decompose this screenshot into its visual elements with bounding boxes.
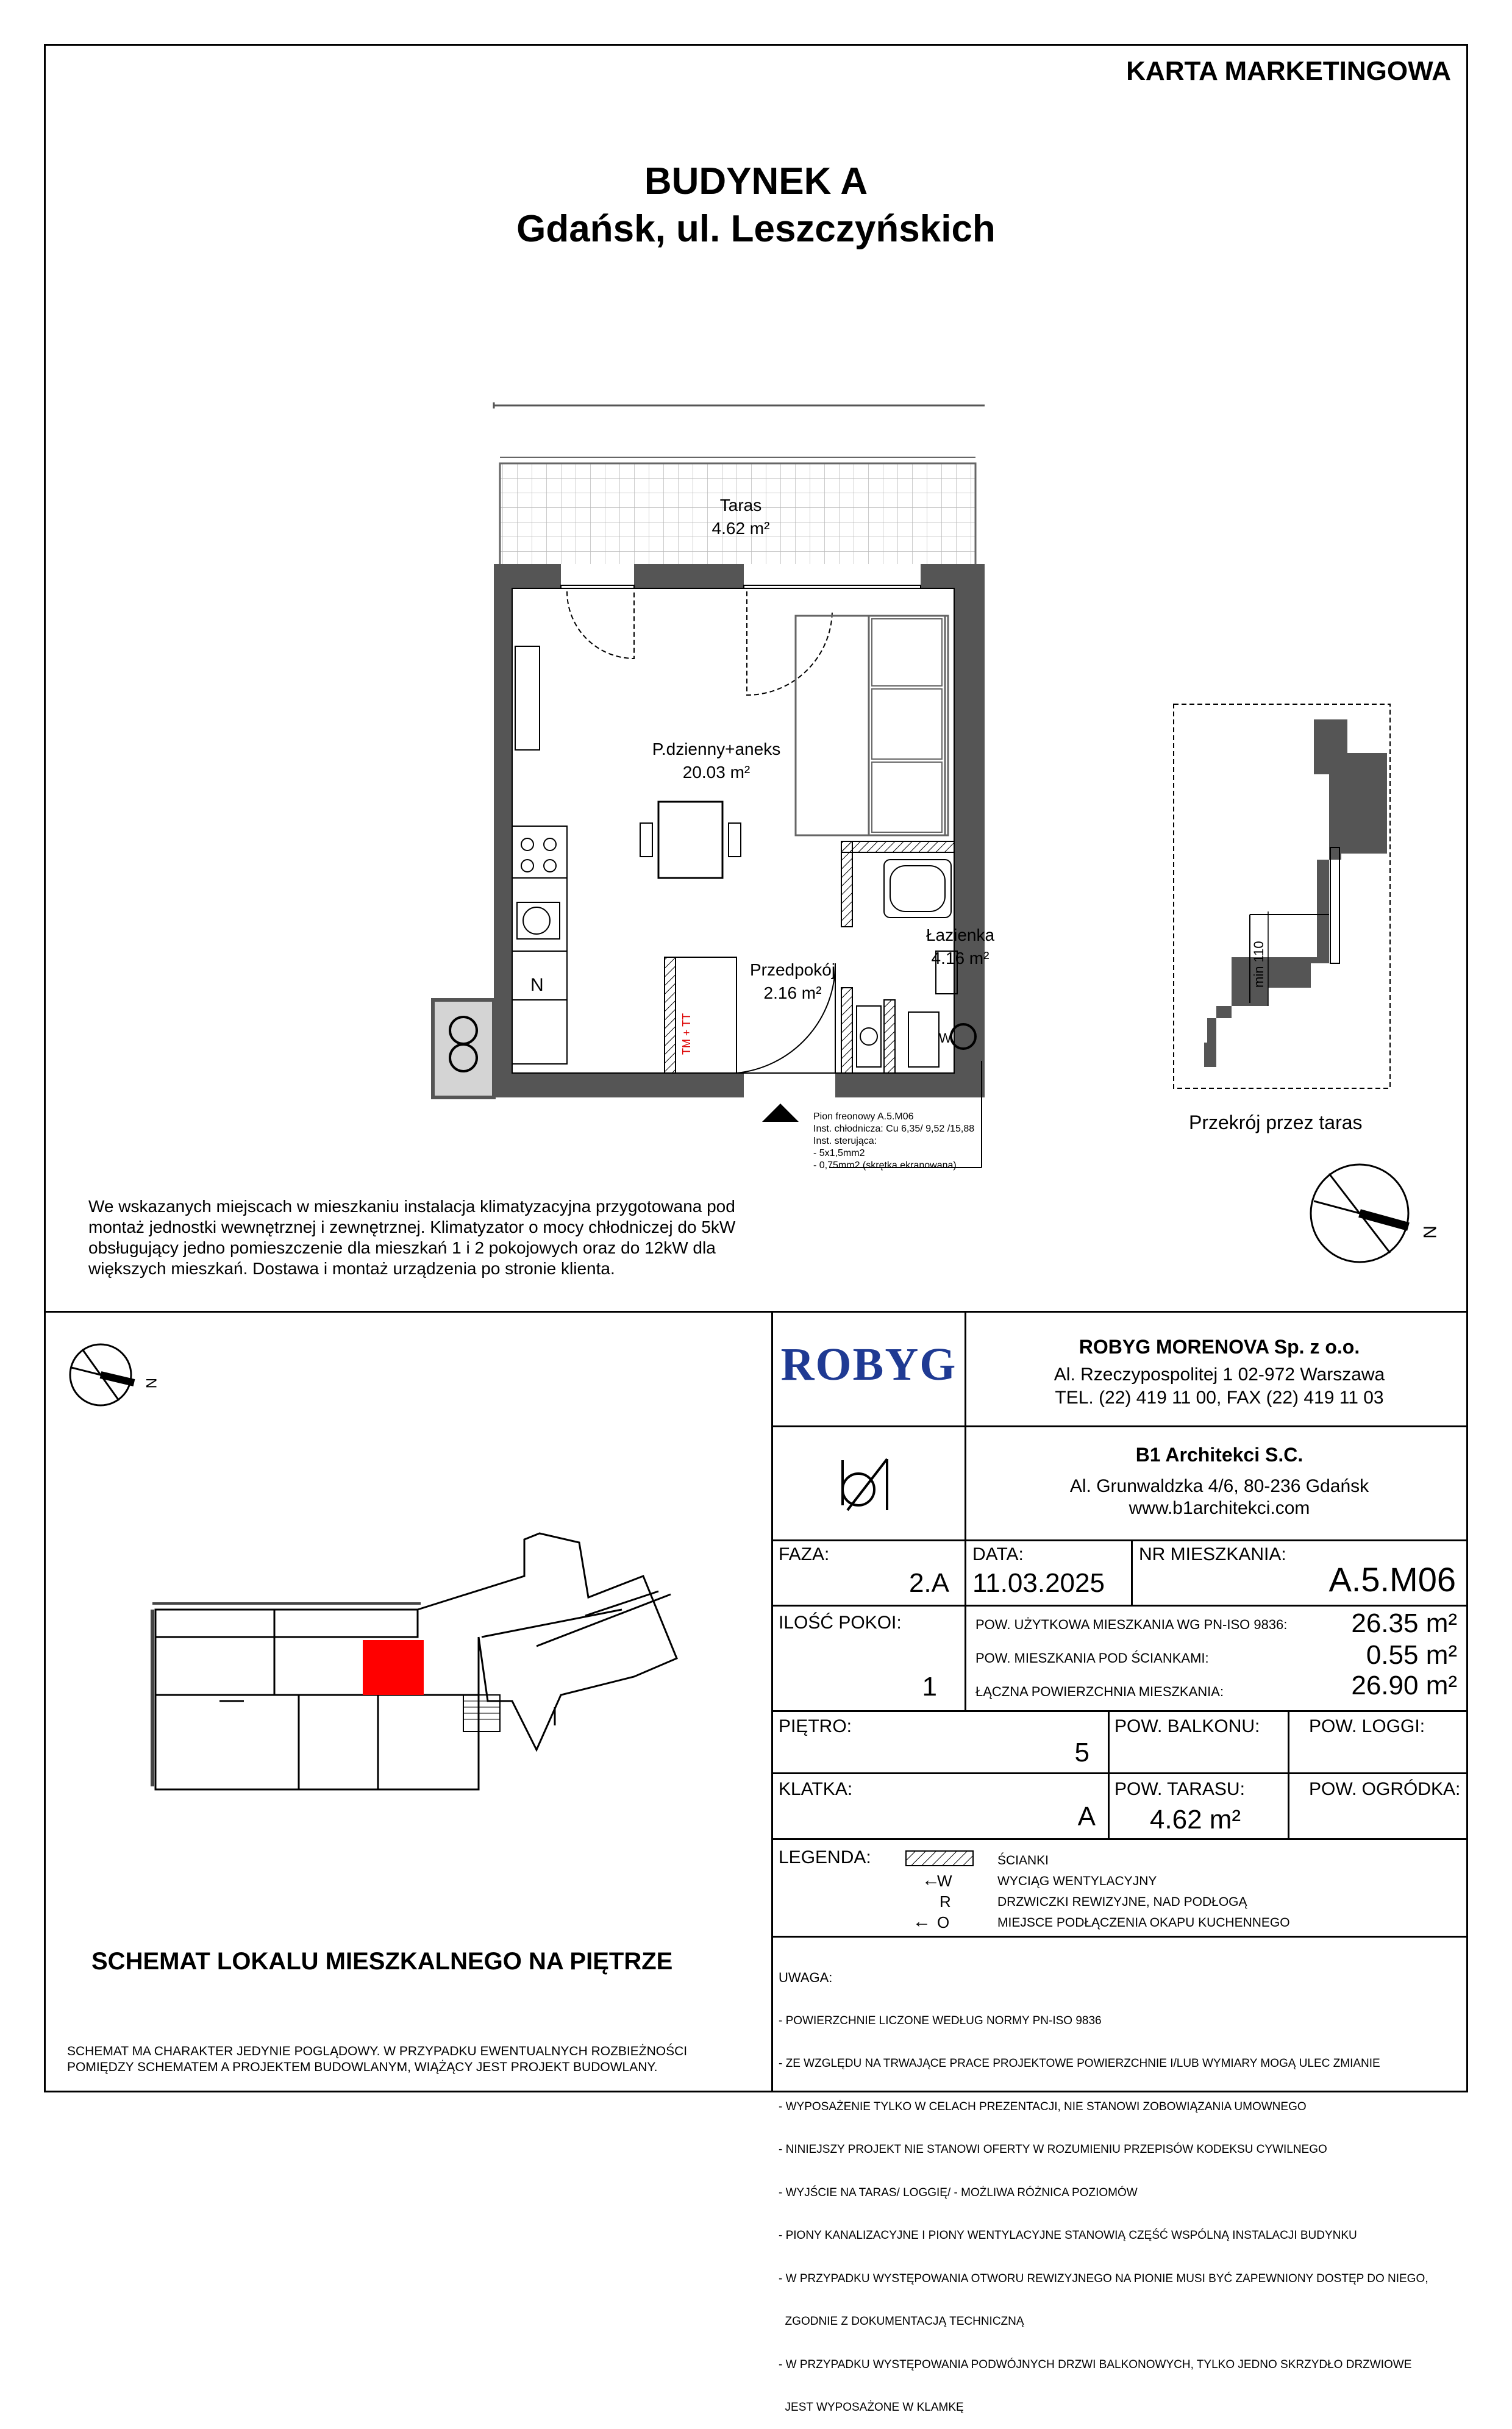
balkon-label: POW. BALKONU: xyxy=(1114,1716,1260,1736)
compass-icon xyxy=(1302,1158,1448,1274)
room-bathroom: Łazienka 4.16 m² xyxy=(925,926,995,968)
section-divider xyxy=(44,1311,1468,1313)
hatch-symbol-icon xyxy=(905,1850,974,1866)
faza-label: FAZA: xyxy=(779,1544,830,1564)
legend-w-arrow-icon: ← xyxy=(922,1870,940,1890)
pow-scianki-value: 0.55 m² xyxy=(1366,1640,1457,1670)
room-taras: Taras 4.62 m² xyxy=(711,496,770,538)
pow-scianki-label: POW. MIESZKANIA POD ŚCIANKAMI: xyxy=(975,1650,1209,1666)
developer-info: ROBYG MORENOVA Sp. z o.o. Al. Rzeczypospolitej 1 02-972 Warszawa TEL. (22) 419 11 00, FAX (22) 419 11 03 xyxy=(1054,1336,1385,1408)
column-divider xyxy=(771,1311,773,2092)
col-line-d xyxy=(1108,1710,1110,1838)
data-label: DATA: xyxy=(972,1544,1024,1564)
taras-value: 4.62 m² xyxy=(1149,1805,1241,1835)
section-drawing xyxy=(1171,701,1393,1091)
building-title: BUDYNEK A xyxy=(644,160,868,202)
col-line-a xyxy=(965,1539,966,1605)
pietro-value: 5 xyxy=(1074,1738,1089,1767)
pow-laczna-label: ŁĄCZNA POWIERZCHNIA MIESZKANIA: xyxy=(975,1684,1224,1699)
schema-title: SCHEMAT LOKALU MIESZKALNEGO NA PIĘTRZE xyxy=(91,1948,673,1975)
pokoje-value: 1 xyxy=(922,1672,937,1702)
col-line-c xyxy=(965,1605,966,1710)
col-line-b xyxy=(1131,1539,1133,1605)
legend-item-3: DRZWICZKI REWIZYJNE, NAD PODŁOGĄ xyxy=(997,1895,1247,1909)
pion-note: Pion freonowy A.5.M06 Inst. chłodnicza: Cu 6,35/ 9,52 /15,88 Inst. sterująca: - 5x1,5mm2 - 0,75mm2 (skrętka ekranowana) xyxy=(813,1111,975,1171)
data-value: 11.03.2025 xyxy=(972,1568,1105,1598)
svg-text:N: N xyxy=(143,1378,159,1389)
svg-text:N: N xyxy=(530,975,544,995)
notes-block: UWAGA: - POWIERZCHNIE LICZONE WEDŁUG NORMY PN-ISO 9836 - ZE WZGLĘDU NA TRWAJĄCE PRACE PROJEKTOWE POWIERZCHNIE I/LUB WYMIARY MOGĄ ULEC ZMIANIE - WYPOSAŻENIE TYLKO W CELACH PREZENTACJI, NIE STANOWI ZOBOWIĄZANIA UMOWNEGO - NINIEJSZY PROJEKT NIE STANOWI OFERTY W ROZUMIENIU PRZEPISÓW KODEKSU CYWILNEGO - WYJŚCIE NA TARAS/ LOGGIĘ/ - MOŻLIWA RÓŻNICA POZIOMÓW - PIONY KANALIZACYJNE I PIONY WENTYLACYJNE STANOWIĄ CZĘŚĆ WSPÓLNĄ INSTALACJI BUDYNKU - W PRZYPADKU WYSTĘPOWANIA OTWORU REWIZYJNEGO NA PIONIE MUSI BYĆ ZAPEWNIONY DOSTĘP DO NIEGO, ZGODNIE Z DOKUMENTACJĄ TECHNICZNĄ - W PRZYPADKU WYSTĘPOWANIA PODWÓJNYCH DRZWI BALKONOWYCH, TYLKO JEDNO SKRZYDŁO DRZWIOWE JEST WYPOSAŻONE W KLAMKĘ xyxy=(779,1970,1428,2414)
floor-schema xyxy=(146,1518,683,1799)
legend-item-1: ŚCIANKI xyxy=(997,1853,1049,1867)
taras-label: POW. TARASU: xyxy=(1114,1779,1245,1799)
klatka-label: KLATKA: xyxy=(779,1779,853,1799)
robyg-logo: ROBYG xyxy=(780,1339,957,1390)
faza-value: 2.A xyxy=(908,1568,949,1598)
svg-text:min 110: min 110 xyxy=(1251,941,1266,988)
legend-item-2: WYCIĄG WENTYLACYJNY xyxy=(997,1874,1157,1888)
b1-logo-icon xyxy=(829,1454,902,1515)
building-address: Gdańsk, ul. Leszczyńskich xyxy=(516,208,996,250)
room-hallway: Przedpokój 2.16 m² xyxy=(749,960,836,1002)
pow-uzytkowa-label: POW. UŻYTKOWA MIESZKANIA WG PN-ISO 9836: xyxy=(975,1617,1288,1632)
row-line-4 xyxy=(771,1710,1468,1712)
row-line-1 xyxy=(771,1425,1468,1427)
ac-note: We wskazanych miejscach w mieszkaniu instalacja klimatyzacyjna przygotowana pod montaż jednostki wewnętrznej i zewnętrznej. Klimatyzator o mocy chłodniczej do 5kW obsługujący jedno pomieszczenie dla mieszkań 1 i 2 pokojowych oraz do 12kW dla większych mieszkań. Dostawa i montaż urządzenia po stronie klienta. xyxy=(88,1197,736,1278)
pokoje-label: ILOŚĆ POKOI: xyxy=(779,1613,902,1633)
legend-item-4: MIEJSCE PODŁĄCZENIA OKAPU KUCHENNEGO xyxy=(997,1916,1290,1930)
row-line-7 xyxy=(771,1936,1468,1938)
architect-info: B1 Architekci S.C. Al. Grunwaldzka 4/6, 80-236 Gdańsk www.b1architekci.com xyxy=(1069,1444,1369,1518)
svg-text:W: W xyxy=(939,1030,952,1046)
legend-o-arrow-icon: ← xyxy=(913,1911,931,1931)
row-line-5 xyxy=(771,1772,1468,1774)
legend-r-symbol: R xyxy=(940,1892,951,1911)
row-line-2 xyxy=(771,1539,1468,1541)
pow-uzytkowa-value: 26.35 m² xyxy=(1351,1608,1457,1638)
legend-title: LEGENDA: xyxy=(779,1847,871,1867)
loggia-label: POW. LOGGI: xyxy=(1309,1716,1425,1736)
section-label: Przekrój przez taras xyxy=(1189,1111,1363,1133)
legend-o-symbol: O xyxy=(937,1913,950,1931)
apartment-highlight xyxy=(363,1640,424,1695)
col-line-e xyxy=(1288,1710,1289,1838)
ogrodek-label: POW. OGRÓDKA: xyxy=(1309,1779,1461,1799)
compass-small-icon xyxy=(64,1338,168,1418)
pow-laczna-value: 26.90 m² xyxy=(1351,1671,1457,1700)
pietro-label: PIĘTRO: xyxy=(779,1716,852,1736)
legend-w-symbol: W xyxy=(937,1872,952,1890)
room-living: P.dzienny+aneks 20.03 m² xyxy=(652,740,781,782)
row-line-6 xyxy=(771,1838,1468,1840)
card-type: KARTA MARKETINGOWA xyxy=(1126,56,1451,86)
row-line-3 xyxy=(771,1605,1468,1607)
klatka-value: A xyxy=(1077,1802,1096,1832)
nr-value: A.5.M06 xyxy=(1328,1560,1456,1599)
schema-disclaimer: SCHEMAT MA CHARAKTER JEDYNIE POGLĄDOWY. W PRZYPADKU EWENTUALNYCH ROZBIEŻNOŚCI POMIĘDZY SCHEMATEM A PROJEKTEM BUDOWLANYM, WIĄŻĄCY JEST PROJEKT BUDOWLANY. xyxy=(67,2044,688,2074)
svg-text:N: N xyxy=(1419,1225,1439,1239)
nr-label: NR MIESZKANIA: xyxy=(1139,1544,1286,1564)
tm-label: TM + TT xyxy=(680,1013,693,1055)
